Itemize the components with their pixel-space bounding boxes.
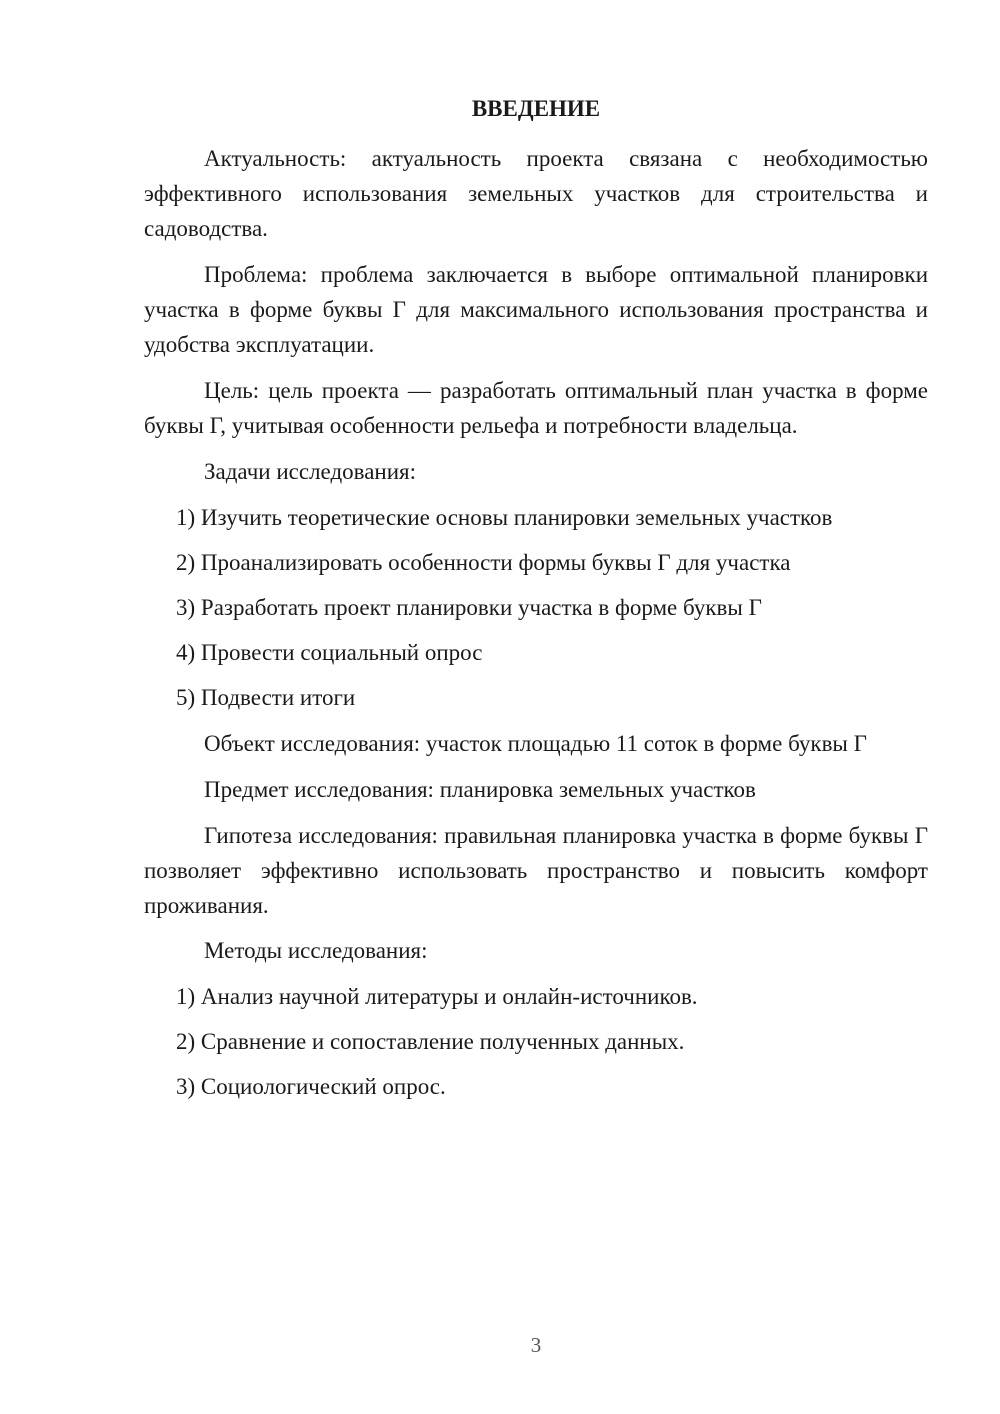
methods-list: [144, 1024, 928, 1059]
methods-title-block: [144, 933, 928, 968]
list-item: 1) Изучить теоретические основы планировки земельных участков: [176, 505, 833, 530]
subject-block: [144, 772, 928, 807]
list-item: 5) Подвести итоги: [176, 685, 356, 710]
subject-line: Предмет исследования: планировка земельных участков: [204, 777, 756, 802]
list-item: 1) Анализ научной литературы и онлайн-источников.: [176, 984, 698, 1009]
relevance-paragraph: Актуальность: актуальность проекта связана с необходимостью эффективного использования земельных участков для строительства и садоводства.: [144, 146, 928, 241]
page-number: 3: [530, 1333, 542, 1357]
tasks-list: [144, 590, 928, 625]
tasks-list: [144, 545, 928, 580]
hypothesis-block: [144, 818, 928, 923]
goal-paragraph: Цель: цель проекта — разработать оптимальный план участка в форме буквы Г, учитывая особенности рельефа и потребности владельца.: [144, 378, 928, 438]
tasks-title-block: [144, 454, 928, 489]
tasks-title: Задачи исследования:: [204, 459, 417, 484]
methods-list: [144, 979, 928, 1014]
list-item: 4) Провести социальный опрос: [176, 640, 483, 665]
problem-paragraph: Проблема: проблема заключается в выборе оптимальной планировки участка в форме буквы Г для максимального использования пространства и удобства эксплуатации.: [144, 262, 928, 357]
list-item: 3) Социологический опрос.: [176, 1074, 446, 1099]
goal-block: [144, 373, 928, 443]
hypothesis-paragraph: Гипотеза исследования: правильная планировка участка в форме буквы Г позволяет эффективно использовать пространство и повысить комфорт проживания.: [144, 823, 928, 918]
tasks-list: [144, 680, 928, 715]
methods-list: [144, 1069, 928, 1104]
problem-block: [144, 257, 928, 362]
page-heading: ВВЕДЕНИЕ: [471, 96, 601, 121]
object-line: Объект исследования: участок площадью 11 соток в форме буквы Г: [204, 731, 867, 756]
object-block: [144, 726, 928, 761]
relevance-block: [144, 141, 928, 246]
tasks-list: [144, 635, 928, 670]
list-item: 2) Проанализировать особенности формы буквы Г для участка: [176, 550, 791, 575]
list-item: 2) Сравнение и сопоставление полученных данных.: [176, 1029, 685, 1054]
list-item: 3) Разработать проект планировки участка в форме буквы Г: [176, 595, 762, 620]
tasks-list: [144, 500, 928, 535]
methods-title: Методы исследования:: [204, 938, 428, 963]
